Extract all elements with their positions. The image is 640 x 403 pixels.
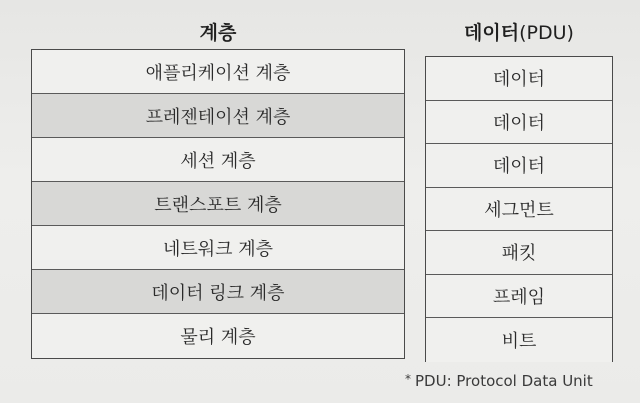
pdu-row [426, 231, 612, 275]
layers-table [31, 49, 405, 359]
layer-label: 트랜스포트 계층 [154, 194, 282, 216]
layers-column-header [31, 18, 405, 45]
pdu-label: 데이터 [492, 112, 546, 134]
layer-label: 프레젠테이션 계층 [145, 106, 291, 128]
layer-row-presentation [32, 94, 404, 138]
pdu-label: 프레임 [492, 286, 546, 308]
pdu-column-header [425, 18, 613, 45]
pdu-table [425, 56, 613, 362]
footnote-star: * [405, 372, 411, 386]
layer-label: 애플리케이션 계층 [145, 62, 291, 84]
pdu-header-text: 데이터 [464, 22, 520, 44]
pdu-row [426, 275, 612, 319]
footnote [405, 372, 625, 390]
layer-row-application [32, 50, 404, 94]
layer-row-network [32, 226, 404, 270]
pdu-label: 패킷 [501, 243, 537, 265]
layers-header-text: 계층 [199, 22, 237, 44]
pdu-label: 비트 [501, 330, 537, 352]
footnote-text: PDU: Protocol Data Unit [415, 372, 593, 390]
pdu-row [426, 101, 612, 145]
pdu-label: 세그먼트 [484, 199, 554, 221]
pdu-row [426, 188, 612, 232]
pdu-row [426, 57, 612, 101]
pdu-label: 데이터 [492, 156, 546, 178]
layer-row-transport [32, 182, 404, 226]
pdu-row [426, 144, 612, 188]
layer-row-datalink [32, 270, 404, 314]
layer-label: 데이터 링크 계층 [151, 282, 285, 304]
pdu-label: 데이터 [492, 69, 546, 91]
layer-row-physical [32, 314, 404, 358]
layer-label: 네트워크 계층 [162, 238, 274, 260]
pdu-header-paren: (PDU) [519, 22, 574, 44]
pdu-row [426, 318, 612, 362]
layer-label: 세션 계층 [180, 150, 256, 172]
layer-label: 물리 계층 [180, 327, 256, 348]
layer-row-session [32, 138, 404, 182]
